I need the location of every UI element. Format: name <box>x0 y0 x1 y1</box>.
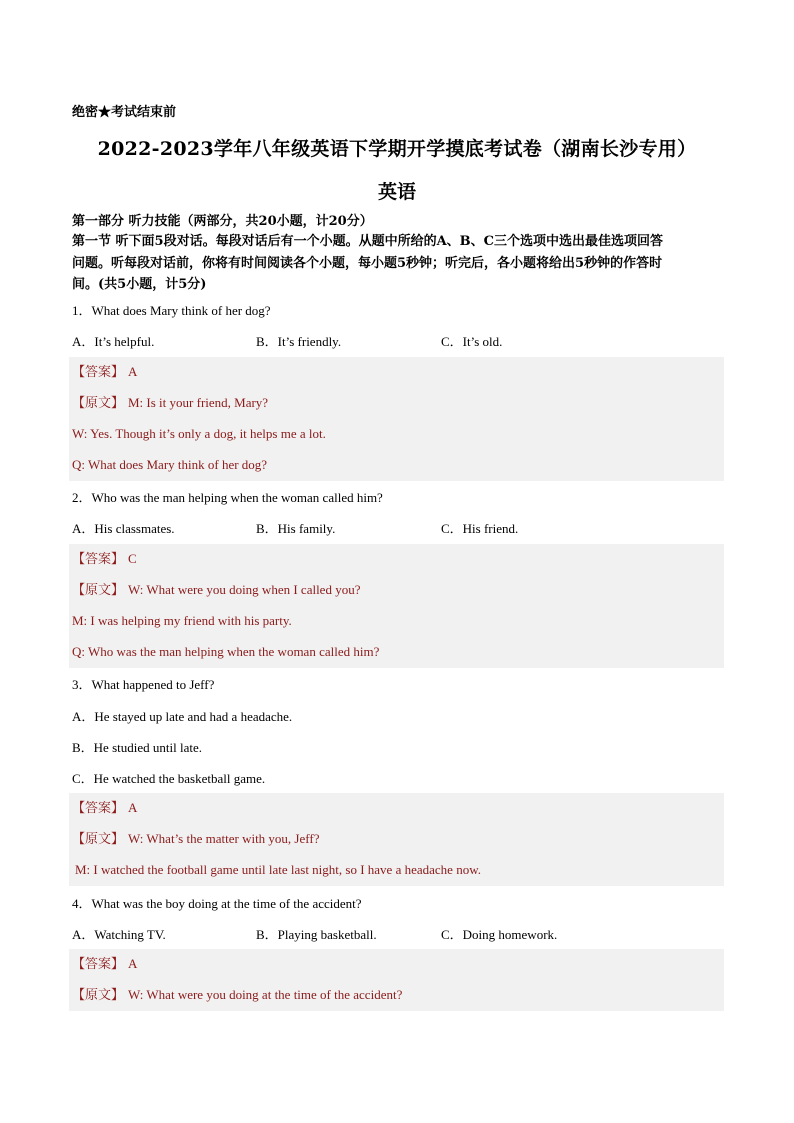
answer-tag: 【答案】 <box>72 364 125 379</box>
question-4-option-c: C．Doing homework. <box>441 927 558 942</box>
original-tag: 【原文】 <box>72 395 125 410</box>
answer-tag: 【答案】 <box>72 956 125 971</box>
question-3-original-row <box>69 824 724 855</box>
question-2-original-line-3: Q: Who was the man helping when the woman called him? <box>72 644 380 659</box>
question-3-answer-row <box>69 793 724 824</box>
question-3-answer: A <box>128 800 138 815</box>
exam-title: 2022-2023学年八年级英语下学期开学摸底考试卷（湖南长沙专用） <box>97 138 697 160</box>
question-2-answer-row <box>69 544 724 575</box>
question-3-original-line-1: W: What’s the matter with you, Jeff? <box>128 831 320 846</box>
subject-title: 英语 <box>377 181 416 203</box>
question-2-original-row-2 <box>69 606 724 637</box>
section-instruction-line-3: 间。(共5小题，计5分) <box>72 277 207 292</box>
question-1-original-line-3: Q: What does Mary think of her dog? <box>72 457 268 472</box>
question-2-original-line-2: M: I was helping my friend with his party. <box>72 613 292 628</box>
question-1-stem: 1．What does Mary think of her dog? <box>72 303 271 318</box>
question-2-stem: 2．Who was the man helping when the woman called him? <box>72 490 383 505</box>
original-tag: 【原文】 <box>72 987 125 1002</box>
question-2-original-row <box>69 575 724 606</box>
question-1-original-line-2: W: Yes. Though it’s only a dog, it helps me a lot. <box>72 426 326 441</box>
original-tag: 【原文】 <box>72 831 125 846</box>
question-4-option-a: A．Watching TV. <box>72 927 166 942</box>
section-instruction-line-1: 第一节 听下面5段对话。每段对话后有一个小题。从题中所给的A、B、C三个选项中选出最佳选项回答 <box>72 234 663 249</box>
question-2-answer: C <box>128 551 137 566</box>
question-2-option-b: B．His family. <box>256 521 336 536</box>
question-1-option-c: C．It’s old. <box>441 334 503 349</box>
question-4-answer-row <box>69 949 724 980</box>
question-3-option-a: A．He stayed up late and had a headache. <box>72 709 293 724</box>
question-3-option-c: C．He watched the basketball game. <box>72 771 266 786</box>
question-3-original-line-2: M: I watched the football game until late last night, so I have a headache now. <box>75 862 481 877</box>
answer-tag: 【答案】 <box>72 800 125 815</box>
question-1-answer-row <box>69 357 724 388</box>
question-2-option-c: C．His friend. <box>441 521 519 536</box>
question-1-original-row-2 <box>69 419 724 450</box>
question-3-original-row-2 <box>69 855 724 886</box>
question-1-answer: A <box>128 364 138 379</box>
confidential-label: 绝密★考试结束前 <box>72 105 177 120</box>
original-tag: 【原文】 <box>72 582 125 597</box>
question-2-option-a: A．His classmates. <box>72 521 175 536</box>
question-4-answer: A <box>128 956 138 971</box>
question-4-original-row <box>69 980 724 1011</box>
question-1-option-a: A．It’s helpful. <box>72 334 155 349</box>
question-1-option-b: B．It’s friendly. <box>256 334 342 349</box>
question-2-original-row-3 <box>69 637 724 668</box>
question-3-stem: 3．What happened to Jeff? <box>72 677 215 692</box>
question-4-original-line-1: W: What were you doing at the time of the accident? <box>128 987 403 1002</box>
question-1-original-row-3 <box>69 450 724 481</box>
question-1-original-line-1: M: Is it your friend, Mary? <box>128 395 269 410</box>
section-instruction-line-2: 问题。听每段对话前，你将有时间阅读各个小题，每小题5秒钟；听完后，各小题将给出5秒钟的作答时 <box>72 256 663 271</box>
question-2-original-line-1: W: What were you doing when I called you? <box>128 582 361 597</box>
question-4-stem: 4．What was the boy doing at the time of the accident? <box>72 896 362 911</box>
question-1-original-row <box>69 388 724 419</box>
question-3-option-b: B．He studied until late. <box>72 740 202 755</box>
question-4-option-b: B．Playing basketball. <box>256 927 377 942</box>
part-heading: 第一部分 听力技能（两部分，共20小题，计20分） <box>72 214 373 229</box>
answer-tag: 【答案】 <box>72 551 125 566</box>
